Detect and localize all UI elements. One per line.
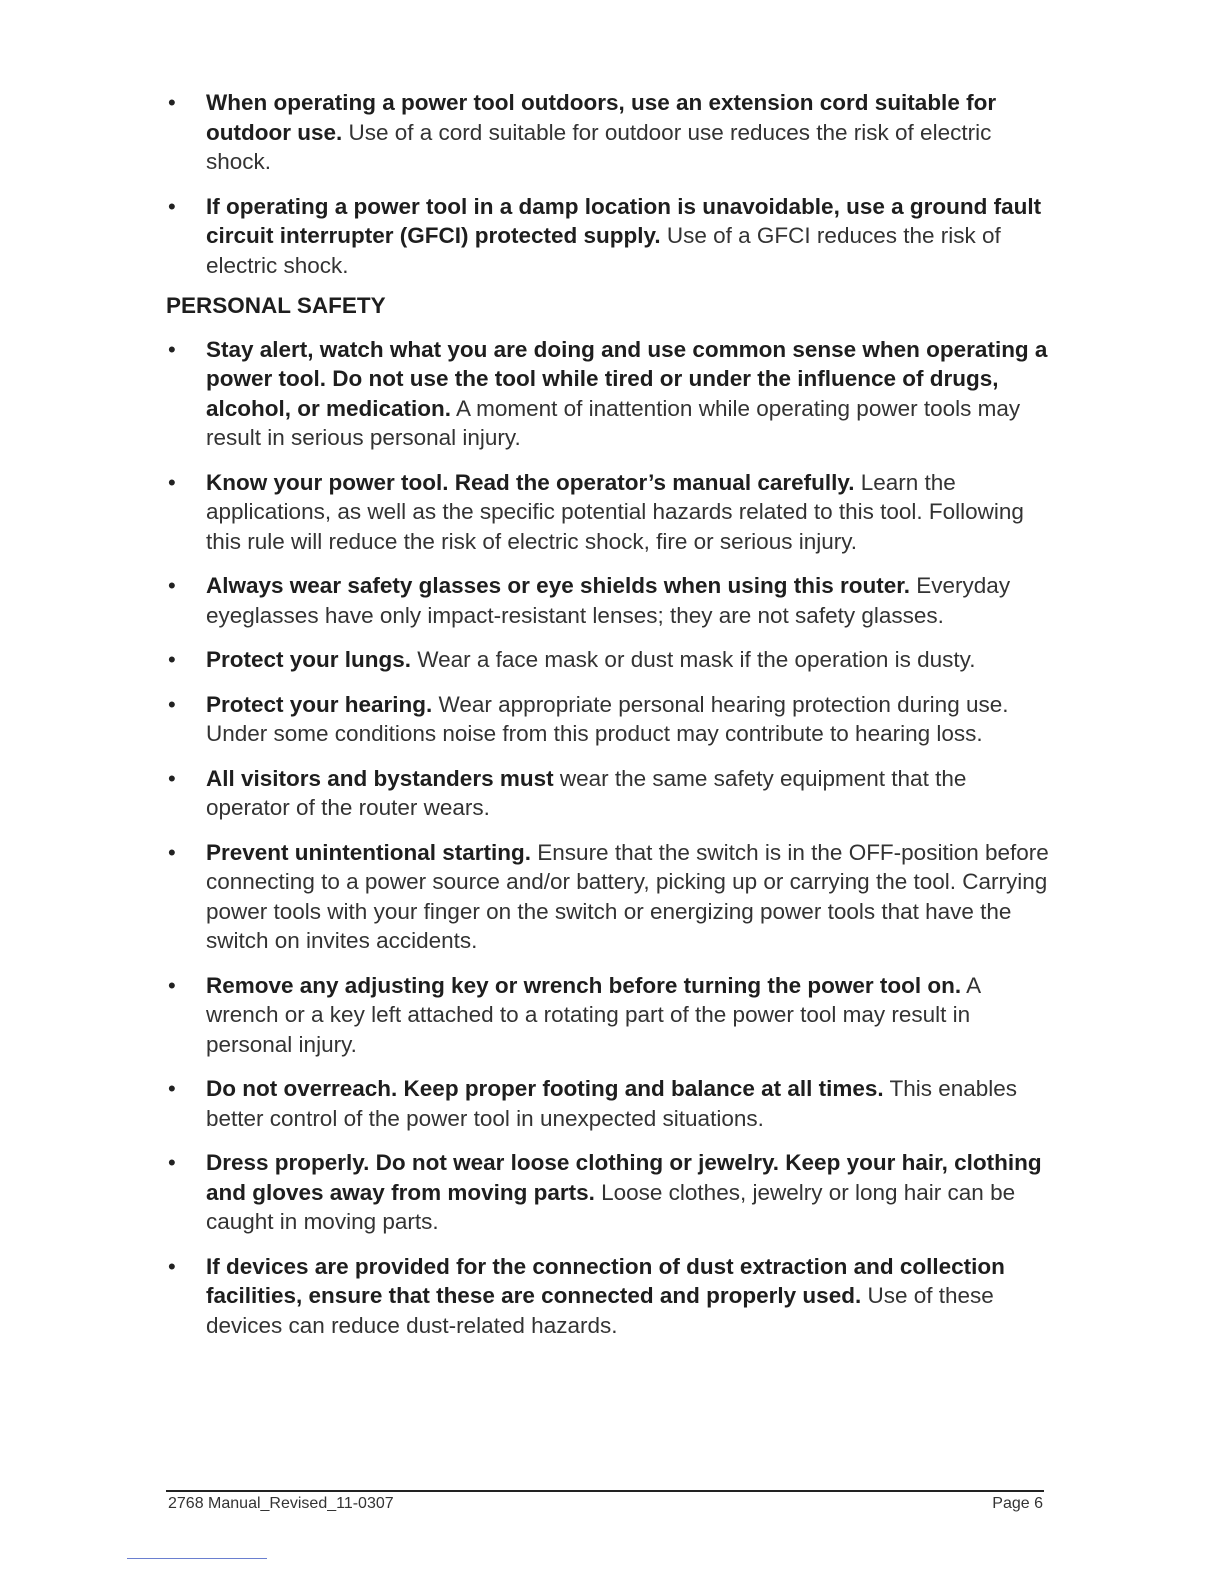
item-lead: When operating a power tool outdoors, use an extension cord suitable for outdoor use. <box>206 90 997 145</box>
top-bullet-list <box>166 88 1056 280</box>
footer-document-id: 2768 Manual_Revised_11-0307 <box>168 1495 394 1512</box>
bullet-icon: • <box>168 336 176 362</box>
bullet-icon: • <box>168 972 176 998</box>
item-text: Everyday eyeglasses have only impact-resistant lenses; they are not safety glasses. <box>206 573 1011 628</box>
item-lead: Remove any adjusting key or wrench before turning the power tool on. <box>206 972 962 998</box>
item-text: A wrench or a key left attached to a rotating part of the power tool may result in personal injury. <box>206 972 980 1057</box>
bullet-icon: • <box>168 691 176 717</box>
list-item <box>166 88 1056 177</box>
bullet-icon: • <box>168 765 176 791</box>
bullet-icon: • <box>168 469 176 495</box>
item-lead: If operating a power tool in a damp location is unavoidable, use a ground fault circuit interrupter (GFCI) protected supply. <box>206 193 1042 248</box>
item-lead: Dress properly. Do not wear loose clothing or jewelry. Keep your hair, clothing and gloves away from moving parts. <box>206 1150 1042 1205</box>
item-lead: Stay alert, watch what you are doing and use common sense when operating a power tool. Do not use the tool while tired or under the influence of drugs, alcohol, or medication. <box>206 336 1048 421</box>
list-item <box>166 690 1056 749</box>
item-text: Use of these devices can reduce dust-related hazards. <box>206 1283 994 1338</box>
item-text: A moment of inattention while operating power tools may result in serious personal injury. <box>206 395 1021 450</box>
bullet-icon: • <box>168 193 176 219</box>
footer-page-number: Page 6 <box>992 1495 1043 1512</box>
item-text: Loose clothes, jewelry or long hair can be caught in moving parts. <box>206 1179 1016 1234</box>
list-item <box>166 335 1056 453</box>
list-item <box>166 468 1056 557</box>
personal-safety-list <box>166 335 1056 1341</box>
item-lead: Do not overreach. Keep proper footing and balance at all times. <box>206 1076 884 1101</box>
page-content <box>166 88 1056 1355</box>
item-lead: Protect your hearing. <box>206 691 433 717</box>
list-item <box>166 645 1056 675</box>
bullet-icon: • <box>168 647 176 672</box>
item-lead: Know your power tool. Read the operator’s manual carefully. <box>206 469 855 495</box>
list-item <box>166 764 1056 823</box>
item-text: wear the same safety equipment that the operator of the router wears. <box>206 765 967 820</box>
footer-divider <box>166 1490 1044 1492</box>
section-heading-personal-safety: PERSONAL SAFETY <box>166 293 386 318</box>
item-text: Learn the applications, as well as the specific potential hazards related to this tool. Following this rule will reduce the risk of electric shock, fire or serious injury. <box>206 469 1024 554</box>
bullet-icon: • <box>168 839 176 865</box>
item-lead: Protect your lungs. <box>206 647 412 672</box>
scan-artifact-line <box>127 1558 267 1559</box>
list-item <box>166 1148 1056 1237</box>
item-text: Ensure that the switch is in the OFF-position before connecting to a power source and/or battery, picking up or carrying the tool. Carrying power tools with your finger on the switch or energizing power tools that have the switch on invites accidents. <box>206 839 1049 953</box>
item-lead: Prevent unintentional starting. <box>206 839 532 865</box>
list-item <box>166 1074 1056 1133</box>
item-lead: If devices are provided for the connection of dust extraction and collection facilities, ensure that these are connected and properly used. <box>206 1253 1005 1308</box>
item-text: Wear a face mask or dust mask if the operation is dusty. <box>411 647 976 672</box>
list-item <box>166 1252 1056 1341</box>
item-text: Wear appropriate personal hearing protection during use. Under some conditions noise from this product may contribute to hearing loss. <box>206 691 1009 746</box>
bullet-icon: • <box>168 573 176 598</box>
bullet-icon: • <box>168 1076 176 1101</box>
item-text: Use of a cord suitable for outdoor use reduces the risk of electric shock. <box>206 119 992 174</box>
list-item <box>166 192 1056 281</box>
bullet-icon: • <box>168 1253 176 1279</box>
item-lead: All visitors and bystanders must <box>206 765 554 791</box>
list-item <box>166 571 1056 630</box>
item-text: This enables better control of the power tool in unexpected situations. <box>206 1076 1018 1131</box>
bullet-icon: • <box>168 90 176 115</box>
list-item <box>166 838 1056 956</box>
item-lead: Always wear safety glasses or eye shields when using this router. <box>206 573 911 598</box>
item-text: Use of a GFCI reduces the risk of electric shock. <box>206 223 1001 278</box>
list-item <box>166 971 1056 1060</box>
bullet-icon: • <box>168 1150 176 1175</box>
